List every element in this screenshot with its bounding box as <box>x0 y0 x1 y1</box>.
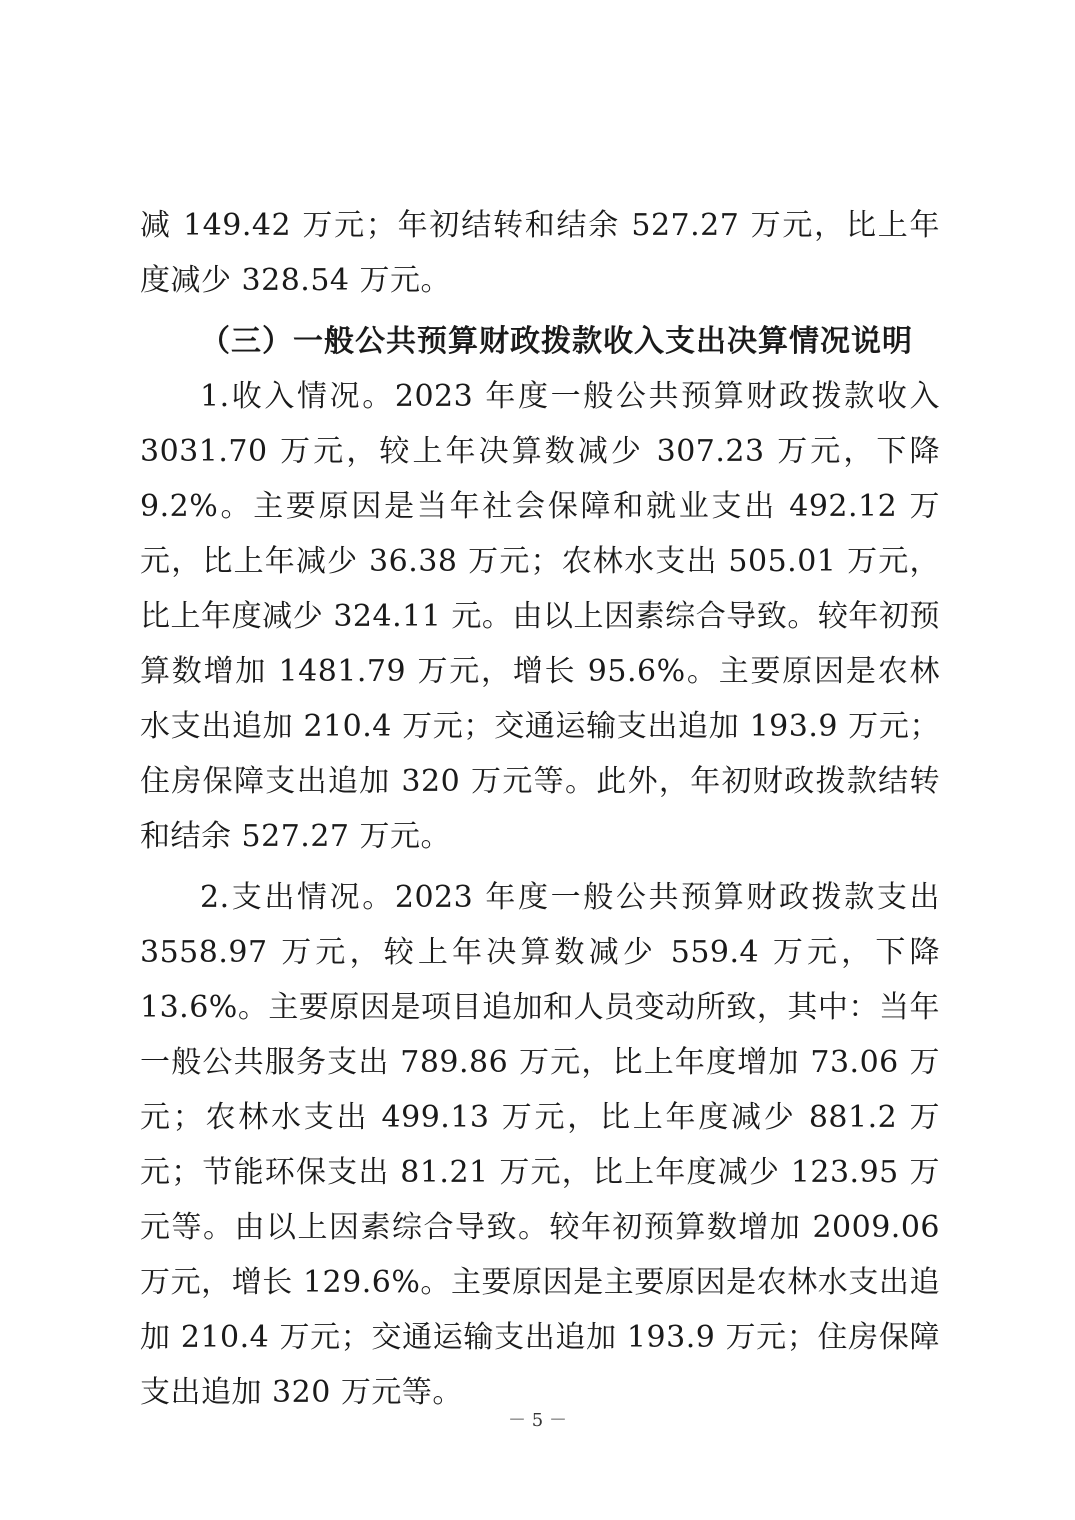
continuation-paragraph: 减 149.42 万元；年初结转和结余 527.27 万元，比上年度减少 328.54 万元。 <box>140 208 940 298</box>
expenditure-paragraph: 2.支出情况。2023 年度一般公共预算财政拨款支出 3558.97 万元，较上年决算数减少 559.4 万元，下降 13.6%。主要原因是项目追加和人员变动所致，其中：当年一般公共服务支出 789.86 万元，比上年度增加 73.06 万元；农林水支出 499.13 万元，比上年度减少 881.2 万元；节能环保支出 81.21 万元，比上年度减少 123.95 万元等。由以上因素综合导致。较年初预算数增加 2009.06 万元，增长 129.6%。主要原因是主要原因是农林水支出追加 210.4 万元；交通运输支出追加 193.9 万元；住房保障支出追加 320 万元等。 <box>140 880 940 1410</box>
page-number: － 5 － <box>508 1410 567 1431</box>
section-heading: （三）一般公共预算财政拨款收入支出决算情况说明 <box>200 324 913 359</box>
income-paragraph: 1.收入情况。2023 年度一般公共预算财政拨款收入 3031.70 万元，较上年决算数减少 307.23 万元，下降 9.2%。主要原因是当年社会保障和就业支出 492.12 万元，比上年减少 36.38 万元；农林水支出 505.01 万元，比上年度减少 324.11 元。由以上因素综合导致。较年初预算数增加 1481.79 万元，增长 95.6%。主要原因是农林水支出追加 210.4 万元；交通运输支出追加 193.9 万元；住房保障支出追加 320 万元等。此外，年初财政拨款结转和结余 527.27 万元。 <box>140 379 940 854</box>
document-body <box>140 198 940 1420</box>
